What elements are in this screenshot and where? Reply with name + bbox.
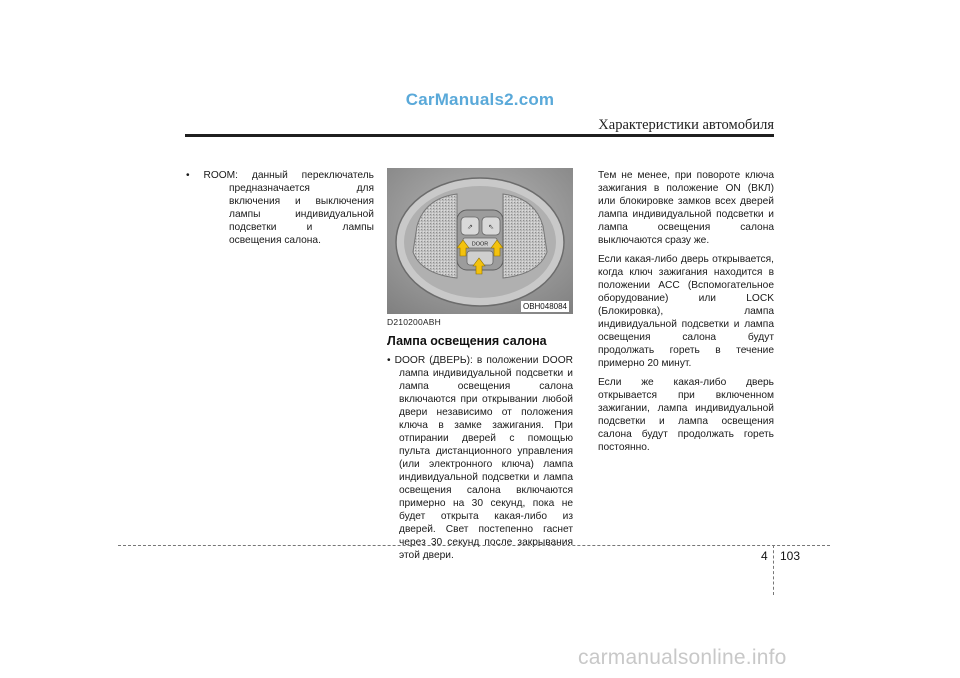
room-bullet-text: данный переключатель предназначается для включения и выключения лампы индивидуальной подсветки и лампы освещения салона. — [229, 170, 374, 246]
middle-column — [387, 316, 573, 568]
footer-divider — [118, 545, 830, 546]
figure-code: OBH048084 — [522, 302, 567, 311]
paragraph: Если же какая-либо дверь открывается при включенном зажигании, лампа индивидуальной подсветки и лампа освещения салона будут продолжать гореть постоянно. — [598, 377, 774, 453]
page-number-divider — [773, 545, 774, 595]
interior-lamp-figure — [387, 168, 573, 314]
paragraph: Тем не менее, при повороте ключа зажигания в положение ON (ВКЛ) или блокировке замков всех дверей лампа индивидуальной подсветки и лампа освещения салона выключаются сразу же. — [598, 170, 774, 246]
left-column — [186, 169, 374, 253]
watermark-top: CarManuals2.com — [405, 90, 555, 109]
right-column — [598, 169, 774, 460]
svg-text:⇗: ⇗ — [467, 224, 473, 231]
interior-lamp-illustration — [387, 168, 573, 314]
watermark-bottom: carmanualsonline.info — [578, 646, 787, 669]
page-number: 103 — [780, 549, 801, 563]
svg-text:⇖: ⇖ — [488, 224, 494, 231]
section-title: Характеристики автомобиля — [598, 117, 774, 133]
header-divider — [185, 134, 774, 137]
door-button-label: DOOR — [471, 241, 489, 248]
room-bullet-label: • ROOM: — [186, 170, 238, 181]
paragraph: Если какая-либо дверь открывается, когда ключ зажигания находится в положении ACC (Вспомогательное оборудование) или LOCK (Блокировка), лампа индивидуальной подсветки и лампа освещения салона будут продолжать гореть в течение примерно 20 минут. — [598, 254, 774, 369]
chapter-number: 4 — [761, 549, 768, 563]
section-heading: Лампа освещения салона — [387, 334, 547, 348]
door-bullet: • DOOR (ДВЕРЬ): в положении DOOR лампа индивидуальной подсветки и лампа освещения салона включаются при открывании любой двери независимо от положения ключа в замке зажигания. При отпирании дверей с помощью пульта дистанционного управления (или электронного ключа) лампа индивидуальной подсветки и лампа освещения салона включаются примерно на 30 секунд, пока не будет открыта какая-либо из дверей. Свет постепенно гаснет через 30 секунд после закрывания этой двери. — [387, 355, 573, 561]
room-bullet — [186, 169, 374, 247]
section-code: D210200ABH — [387, 317, 441, 327]
